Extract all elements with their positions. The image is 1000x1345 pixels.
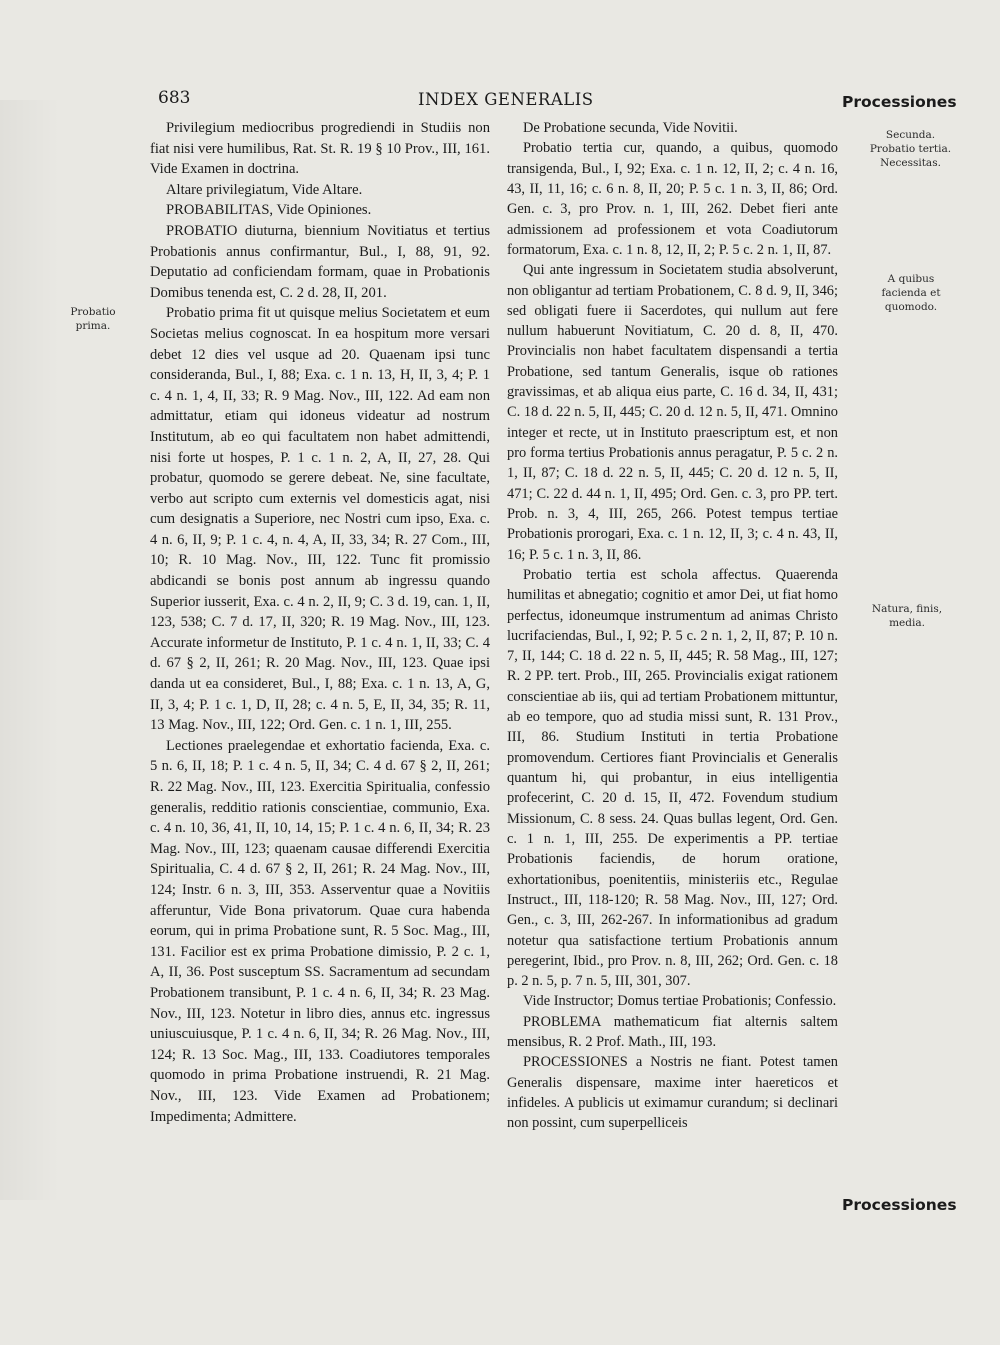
- catchword-bottom: Processiones: [842, 1196, 957, 1214]
- entry-paragraph: De Probatione secunda, Vide Novitii.: [523, 120, 738, 136]
- entry-paragraph: Qui ante ingressum in Societatem studia absolverunt, non obligantur ad tertiam Probationem, C. 8 d. 9, II, 346; sed obligati fuere ii Sacerdotes, qui nullum aut fere nullum habuerunt Novitiatum, C. 20 d. 8, II, 470. Provincialis non habet facultatem dispensandi a tertia Probatione, sed tantum Generalis, isque ob rationes gravissimas, et ab aliqua eius parte, C. 16 d. 34, II, 431; C. 18 d. 22 n. 5, II, 445; C. 20 d. 12 n. 5, II, 471. Omnino integer et recte, ut in Instituto praescriptum est, et non pro forma tertius Probationis annus peragatur, P. 5 c. 2 n. 1, II, 87; C. 18 d. 22 n. 5, II, 445; C. 20 d. 12 n. 5, II, 471; C. 22 d. 44 n. 1, II, 495; Ord. Gen. c. 3, pro PP. tert. Prob. n. 3, 4, III, 265, 266. Potest tempus tertiae Probationis prorogari, Exa. c. 1 n. 12, II, 3; c. 4 n. 43, II, 16; P. 5 c. 1 n. 3, II, 86.: [507, 262, 838, 563]
- entry-paragraph: Probatio tertia est schola affectus. Quaerenda humilitas et abnegatio; cognitio et amor Dei, ut fiat homo perfectus, idoneumque instrumentum ad animas Christo lucrifaciendas, Bul., I, 92; P. 5 c. 2 n. 1, 2, II, 87; P. 10 n. 7, II, 144; C. 18 d. 22 n. 5, II, 445; R. 58 Mag., III, 127; R. 2 PP. tert. Prob., III, 265. Provincialis exigat rationem conscientiae ab iis, qui ad tertiam Probationem mittuntur, ab eo tempore, quo ad studia missi sunt, R. 131 Prov., III, 86. Studium Instituti in tertia Probatione promovendum. Certiores fiant Provincialis et Generalis quantum hi, qui probantur, in eius intelligentia profecerint, C. 20 d. 15, II, 472. Fovendum studium Missionum, C. 8 sess. 24. Quas bullas legent, Ord. Gen. c. 1 n. 1, III, 255. De experimentis a PP. tertiae Probationis faciendis, de horum oratione, exhortationibus, poenitentiis, ministeriis etc., Regulae Instruct., III, 118-120; R. 58 Mag. Nov., III, 127; Ord. Gen., c. 3, III, 262-267. In informationibus ad gradum notetur qua satisfactione tertium Probationis annum peregerint, Ibid., pro Prov. n. 8, III, 262; Ord. Gen. c. 18 p. 2 n. 5, p. 7 n. 5, III, 301, 307.: [507, 566, 838, 990]
- margin-note-secunda: Secunda. Probatio tertia. Necessitas.: [869, 129, 952, 169]
- page-number: 683: [158, 88, 191, 108]
- right-column: [507, 118, 838, 1134]
- page-edge-shadow: [0, 100, 60, 1200]
- entry-paragraph: Probatio tertia cur, quando, a quibus, quomodo transigenda, Bul., I, 92; Exa. c. 1 n. 12, II, 2; c. 4 n. 16, 43, II, 11, 16; c. 6 n. 8, II, 20; P. 5 c. 1 n. 3, II, 86; Ord. Gen. c. 3, pro Prov. n. 1, III, 262. Debet fieri ante admissionem ad professionem et vota Coadiutorum formatorum, Exa. c. 1 n. 8, 12, II, 2; P. 5 c. 2 n. 1, II, 87.: [507, 140, 838, 258]
- entry-paragraph: Altare privilegiatum, Vide Altare.: [166, 181, 363, 198]
- catchword-top: Processiones: [842, 93, 957, 111]
- margin-note-a-quibus: A quibus facienda et quomodo.: [881, 273, 941, 313]
- entry-probatio: PROBATIO diuturna, biennium Novitiatus et tertius Probationis annus confirmantur, Bul., I, 88, 91, 92. Deputatio ad conficiendam formam, quae in Probationis Domibus tenenda est, C. 2 d. 28, II, 201.: [150, 222, 490, 301]
- running-title: INDEX GENERALIS: [418, 90, 594, 109]
- entry-paragraph: Probatio prima fit ut quisque melius Societatem et eum Societas melius cognoscat. In ea hospitum more versari debet 12 dies vel usque ad 20. Quaenam ipsi tunc consideranda, Bul., I, 88; Exa. c. 1 n. 13, H, II, 3, 4; P. 1 c. 4 n. 1, 4, II, 33; R. 9 Mag. Nov., III, 122. Ad eam non admittatur, etiam qui idoneus videatur ad nostrum Institutum, ab eo qui facultatem non habet admittendi, nisi forte ut hospes, P. 1 c. 1 n. 2, A, II, 27, 28. Qui probatur, quomodo se gerere debeat. Ne, sine facultate, verbo aut scripto cum externis vel domesticis agat, nisi cum designatis a Superiore, nec Nostri cum ipso, Exa. c. 4 n. 6, II, 9; P. 1 c. 4, n. 4, A, II, 33, 34; R. 27 Com., III, 10; R. 10 Mag. Nov., III, 122. Tunc fit promissio abdicandi se bonis post annum ab ingressu quando Superior iusserit, Exa. c. 4 n. 2, II, 9; C. 3 d. 19, can. 1, II, 123, 538; C. 7 d. 17, II, 320; R. 19 Mag. Nov., III, 123. Accurate informetur de Instituto, P. 1 c. 4 n. 1, II, 33; C. 4 d. 67 § 2, II, 261; R. 20 Mag. Nov., III, 123. Quae ipsi danda ut ea consideret, Bul., I, 88; Exa. c. 1 n. 13, A, G, II, 3, 4; P. 1 c. 1, D, II, 28; c. 4 n. 5, E, II, 34, 35; R. 11, 13 Mag. Nov., III, 122; Ord. Gen. c. 1 n. 1, III, 255.: [150, 305, 490, 734]
- entry-probabilitas: PROBABILITAS, Vide Opiniones.: [166, 202, 372, 219]
- margin-note-natura: Natura, finis, media.: [871, 603, 943, 629]
- margin-note-probatio-prima: Probatio prima.: [70, 306, 116, 332]
- entry-paragraph: Lectiones praelegendae et exhortatio facienda, Exa. c. 5 n. 6, II, 18; P. 1 c. 4 n. 5, II, 34; C. 4 d. 67 § 2, II, 261; R. 22 Mag. Nov., III, 123. Exercitia Spiritualia, confessio generalis, redditio rationis conscientiae, communio, Exa. c. 4 n. 10, 36, 41, II, 10, 14, 15; P. 1 c. 4 n. 6, II, 34; R. 23 Mag. Nov., III, 123; quaenam causae differendi Exercitia Spiritualia, C. 4 d. 67 § 2, II, 261; R. 24 Mag. Nov., III, 124; Instr. 6 n. 3, III, 353. Asserventur quae a Novitiis afferuntur, Vide Bona privatorum. Quae cura habenda eorum, qui in prima Probatione sunt, R. 5 Soc. Mag., III, 131. Facilior est ex prima Probatione dimissio, P. 2 c. 1, A, II, 36. Post susceptum SS. Sacramentum ad secundam Probationem transibunt, P. 1 c. 4 n. 6, II, 34; R. 23 Mag. Nov., III, 123. Notetur in libro dies, annus etc. ingressus uniuscuiusque, P. 1 c. 4 n. 6, II, 34; R. 26 Mag. Nov., III, 124; R. 13 Soc. Mag., III, 133. Coadiutores temporales quomodo in prima Probatione instruendi, R. 21 Mag. Nov., III, 123. Vide Examen ad Probationem; Impedimenta; Admittere.: [150, 737, 490, 1125]
- left-column: [150, 118, 490, 1127]
- entry-paragraph: Privilegium mediocribus progrediendi in Studiis non fiat nisi vere humilibus, Rat. St. R. 19 § 10 Prov., III, 161. Vide Examen in doctrina.: [150, 120, 490, 178]
- entry-processiones: PROCESSIONES a Nostris ne fiant. Potest tamen Generalis dispensare, maxime inter haereticos et infideles. A publicis ut eximamur curandum; si declinari non possint, cum superpelliceis: [507, 1054, 838, 1132]
- entry-problema: PROBLEMA mathematicum fiat alternis saltem mensibus, R. 2 Prof. Math., III, 193.: [507, 1013, 838, 1051]
- entry-paragraph: Vide Instructor; Domus tertiae Probationis; Confessio.: [523, 993, 837, 1010]
